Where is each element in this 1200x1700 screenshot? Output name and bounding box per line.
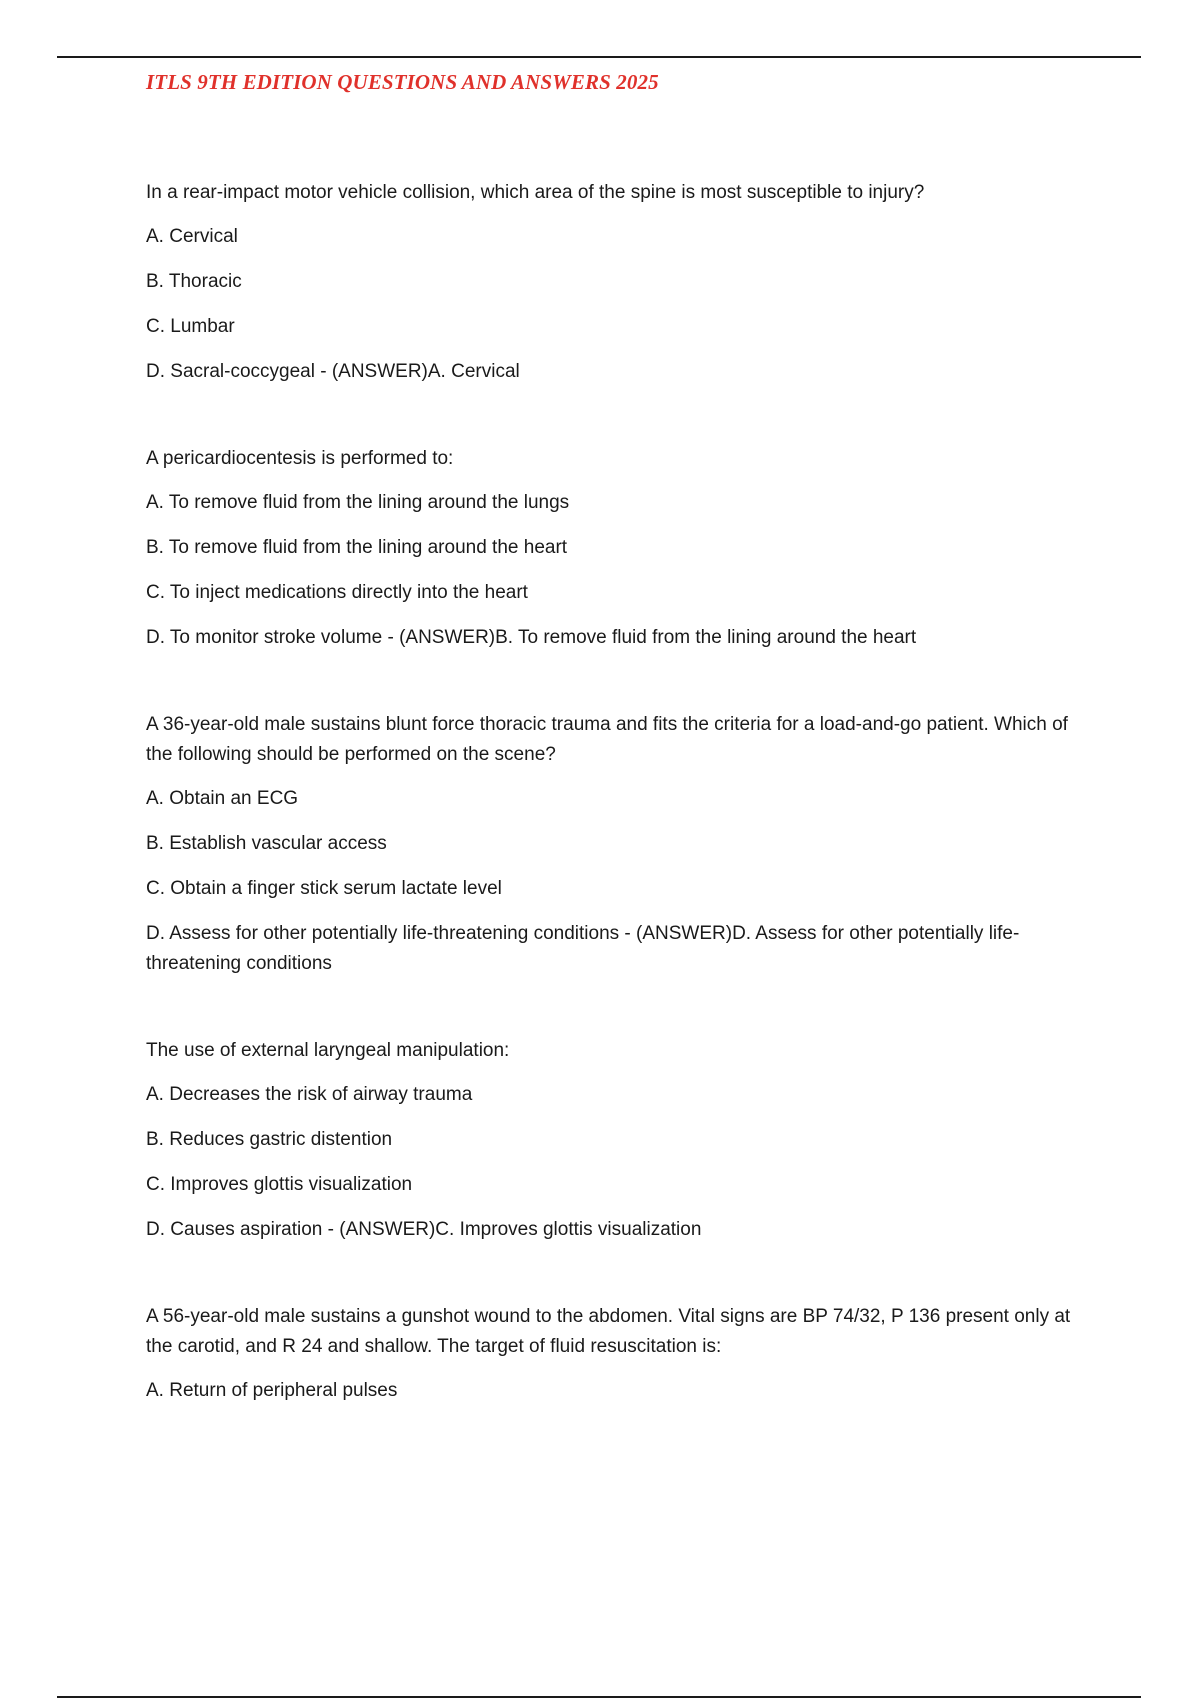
- answer-option: A. Obtain an ECG: [146, 788, 299, 809]
- question-block-5: [146, 1302, 1096, 1406]
- question-text: The use of external laryngeal manipulation:: [146, 1040, 510, 1061]
- question-text: A 56-year-old male sustains a gunshot wound to the abdomen. Vital signs are BP 74/32, P 136 present only at the carotid, and R 24 and shallow. The target of fluid resuscitation is:: [146, 1306, 1071, 1357]
- answer-option: A. Decreases the risk of airway trauma: [146, 1084, 473, 1105]
- answer-option: B. Thoracic: [146, 271, 242, 292]
- question-text: In a rear-impact motor vehicle collision, which area of the spine is most susceptible to injury?: [146, 182, 925, 203]
- header-rule: [57, 56, 1141, 58]
- footer-rule: [57, 1696, 1141, 1698]
- question-block-3: [146, 710, 1096, 979]
- answer-option: B. Reduces gastric distention: [146, 1129, 393, 1150]
- answer-option-with-answer: D. Assess for other potentially life-threatening conditions - (ANSWER)D. Assess for other potentially life-threatening conditions: [146, 923, 1020, 974]
- answer-option: C. Obtain a finger stick serum lactate level: [146, 878, 502, 899]
- document-body: [146, 178, 1096, 1463]
- question-text: A pericardiocentesis is performed to:: [146, 448, 454, 469]
- answer-option: A. To remove fluid from the lining around the lungs: [146, 492, 570, 513]
- answer-option: C. To inject medications directly into the heart: [146, 582, 528, 603]
- answer-option: C. Lumbar: [146, 316, 235, 337]
- document-title: ITLS 9TH EDITION QUESTIONS AND ANSWERS 2025: [146, 70, 659, 94]
- answer-option: A. Cervical: [146, 226, 238, 247]
- answer-option-with-answer: D. To monitor stroke volume - (ANSWER)B. To remove fluid from the lining around the heart: [146, 627, 917, 648]
- answer-option: C. Improves glottis visualization: [146, 1174, 413, 1195]
- answer-option: B. To remove fluid from the lining around the heart: [146, 537, 568, 558]
- answer-option: A. Return of peripheral pulses: [146, 1380, 398, 1401]
- answer-option: B. Establish vascular access: [146, 833, 387, 854]
- answer-option-with-answer: D. Causes aspiration - (ANSWER)C. Improves glottis visualization: [146, 1219, 702, 1240]
- question-block-1: [146, 178, 1096, 387]
- question-text: A 36-year-old male sustains blunt force thoracic trauma and fits the criteria for a load-and-go patient. Which of the following should be performed on the scene?: [146, 714, 1068, 765]
- question-block-4: [146, 1036, 1096, 1245]
- answer-option-with-answer: D. Sacral-coccygeal - (ANSWER)A. Cervical: [146, 361, 520, 382]
- question-block-2: [146, 444, 1096, 653]
